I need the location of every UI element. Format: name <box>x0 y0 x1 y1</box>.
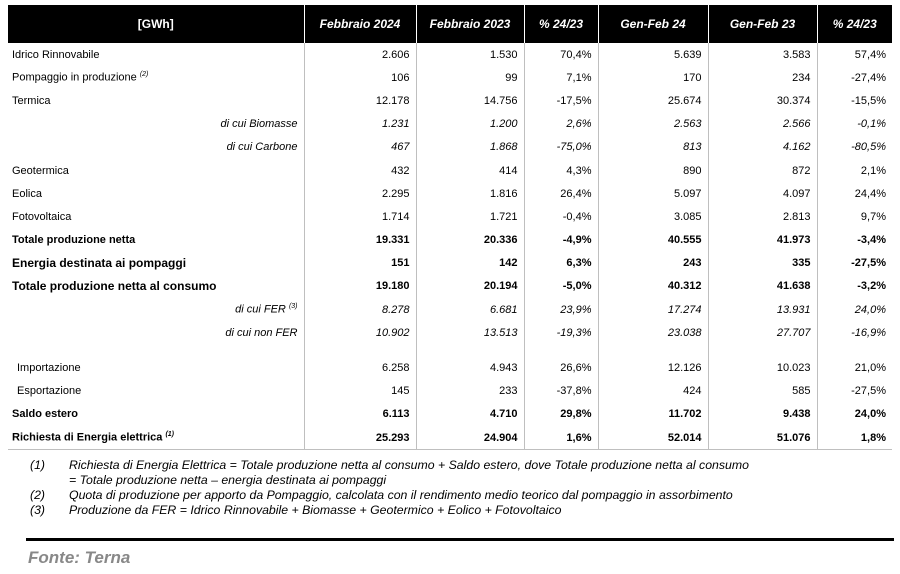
column-header: % 24/23 <box>817 5 892 43</box>
value-cell: 20.194 <box>416 275 524 298</box>
table-row <box>8 182 892 205</box>
value-cell: 1,6% <box>524 426 598 450</box>
row-label: di cui non FER <box>8 321 304 344</box>
value-cell: 3.085 <box>598 205 708 228</box>
value-cell: -16,9% <box>851 326 886 339</box>
row-label: Totale produzione netta <box>8 229 304 252</box>
table-row <box>8 275 892 298</box>
value-cell: 27.707 <box>708 321 817 344</box>
footnote-ref: (2) <box>139 71 149 79</box>
unit-header: [GWh] <box>8 5 304 43</box>
value-cell: 2.295 <box>304 182 416 205</box>
table-row <box>8 113 892 136</box>
value-cell: -27,5% <box>851 385 886 398</box>
table-row <box>8 252 892 275</box>
value-cell: 24,0% <box>854 408 886 421</box>
value-cell: 4.097 <box>708 182 817 205</box>
value-cell: 99 <box>416 66 524 89</box>
value-cell: 1,8% <box>817 426 892 450</box>
row-label: Termica <box>8 89 304 112</box>
table-row <box>8 403 892 426</box>
row-label: Esportazione <box>8 380 304 403</box>
value-cell: 57,4% <box>854 48 886 61</box>
value-cell: 10.023 <box>708 356 817 379</box>
value-cell: 233 <box>416 380 524 403</box>
column-header: Febbraio 2024 <box>304 5 416 43</box>
value-cell: 11.702 <box>598 403 708 426</box>
footnote <box>30 503 870 518</box>
column-header: % 24/23 <box>524 5 598 43</box>
value-cell: -80,5% <box>851 141 886 154</box>
value-cell: 106 <box>304 66 416 89</box>
value-cell: 24,0% <box>854 303 886 316</box>
footnotes <box>30 458 870 518</box>
value-cell: 4.943 <box>416 356 524 379</box>
table-row <box>8 321 892 344</box>
value-cell: 1.530 <box>416 43 524 66</box>
value-cell: 170 <box>598 66 708 89</box>
value-cell: 13.931 <box>708 298 817 321</box>
value-cell: 6,3% <box>524 252 598 275</box>
value-cell: 40.555 <box>598 229 708 252</box>
value-cell: 9.438 <box>708 403 817 426</box>
value-cell: 585 <box>708 380 817 403</box>
row-label: di cui Carbone <box>8 136 304 159</box>
footnote-ref: (1) <box>165 431 175 439</box>
value-cell: 142 <box>416 252 524 275</box>
row-label: Fotovoltaica <box>8 205 304 228</box>
table-row <box>8 426 892 450</box>
value-cell: 1.721 <box>416 205 524 228</box>
value-cell: 151 <box>304 252 416 275</box>
value-cell: 1.868 <box>416 136 524 159</box>
value-cell: 20.336 <box>416 229 524 252</box>
table-row <box>8 229 892 252</box>
footnote-number: (3) <box>30 503 46 517</box>
value-cell: 23.038 <box>598 321 708 344</box>
value-cell: 6.113 <box>304 403 416 426</box>
divider <box>26 538 894 541</box>
value-cell: 14.756 <box>416 89 524 112</box>
footnote-number: (2) <box>30 488 46 502</box>
table-row <box>8 66 892 89</box>
value-cell: 29,8% <box>524 403 598 426</box>
value-cell: 25.674 <box>598 89 708 112</box>
value-cell: 2.606 <box>304 43 416 66</box>
value-cell: 335 <box>708 252 817 275</box>
value-cell: 6.258 <box>304 356 416 379</box>
value-cell: 19.180 <box>304 275 416 298</box>
value-cell: 6.681 <box>416 298 524 321</box>
row-label: Geotermica <box>8 159 304 182</box>
value-cell: 414 <box>416 159 524 182</box>
value-cell: 1.816 <box>416 182 524 205</box>
table-row <box>8 356 892 379</box>
row-label: di cui Biomasse <box>8 113 304 136</box>
value-cell: -0,4% <box>524 205 598 228</box>
value-cell: 1.200 <box>416 113 524 136</box>
value-cell: 9,7% <box>860 210 886 223</box>
value-cell: 8.278 <box>304 298 416 321</box>
value-cell: -17,5% <box>524 89 598 112</box>
value-cell: -15,5% <box>851 94 886 107</box>
value-cell: 4.710 <box>416 403 524 426</box>
value-cell: 19.331 <box>304 229 416 252</box>
table-row <box>8 43 892 66</box>
value-cell: 872 <box>708 159 817 182</box>
row-label: Energia destinata ai pompaggi <box>8 252 304 275</box>
footnote-ref: (3) <box>288 303 298 311</box>
value-cell: -0,1% <box>857 118 886 131</box>
value-cell: 26,4% <box>524 182 598 205</box>
value-cell: 432 <box>304 159 416 182</box>
value-cell: 25.293 <box>304 426 416 450</box>
value-cell: -5,0% <box>524 275 598 298</box>
value-cell: 1.231 <box>304 113 416 136</box>
value-cell: 234 <box>708 66 817 89</box>
value-cell: 26,6% <box>524 356 598 379</box>
row-label: Totale produzione netta al consumo <box>8 275 304 298</box>
column-header: Febbraio 2023 <box>416 5 524 43</box>
value-cell: 10.902 <box>304 321 416 344</box>
footnote <box>30 488 870 503</box>
value-cell: 41.973 <box>708 229 817 252</box>
table-row <box>8 136 892 159</box>
table-row <box>8 298 892 321</box>
row-label: Importazione <box>8 356 304 379</box>
value-cell: 813 <box>598 136 708 159</box>
value-cell: 17.274 <box>598 298 708 321</box>
value-cell: 145 <box>304 380 416 403</box>
value-cell: 41.638 <box>708 275 817 298</box>
value-cell: 7,1% <box>524 66 598 89</box>
value-cell: 24,4% <box>854 187 886 200</box>
value-cell: 23,9% <box>524 298 598 321</box>
table-row <box>8 159 892 182</box>
value-cell: 2.813 <box>708 205 817 228</box>
value-cell: -75,0% <box>524 136 598 159</box>
value-cell: -4,9% <box>524 229 598 252</box>
value-cell: 12.178 <box>304 89 416 112</box>
value-cell: -37,8% <box>524 380 598 403</box>
value-cell: 2,1% <box>860 164 886 177</box>
value-cell: 52.014 <box>598 426 708 450</box>
value-cell: 30.374 <box>708 89 817 112</box>
value-cell: -27,5% <box>851 257 886 270</box>
footnote-text: Quota di produzione per apporto da Pompaggio, calcolata con il rendimento medio teorico dal pompaggio in assorbimento <box>69 488 733 502</box>
row-label: Idrico Rinnovabile <box>8 43 304 66</box>
value-cell: -3,2% <box>857 280 886 293</box>
value-cell: 467 <box>304 136 416 159</box>
value-cell: 243 <box>598 252 708 275</box>
footnote <box>30 458 870 488</box>
footnote-text: Produzione da FER = Idrico Rinnovabile + Biomasse + Geotermico + Eolico + Fotovoltaico <box>69 503 562 517</box>
value-cell: 2.566 <box>708 113 817 136</box>
row-label: Pompaggio in produzione $^{(2)}$ <box>8 66 304 89</box>
footnote-number: (1) <box>30 458 46 472</box>
column-header: Gen-Feb 24 <box>598 5 708 43</box>
row-label: Eolica <box>8 182 304 205</box>
table-spacer <box>8 344 892 356</box>
value-cell: 3.583 <box>708 43 817 66</box>
value-cell: 1.714 <box>304 205 416 228</box>
row-label: Richiesta di Energia elettrica $^{(1)}$ <box>8 426 304 450</box>
value-cell: 5.639 <box>598 43 708 66</box>
energy-table <box>8 5 892 450</box>
value-cell: 5.097 <box>598 182 708 205</box>
value-cell: 51.076 <box>708 426 817 450</box>
value-cell: 21,0% <box>854 362 886 375</box>
value-cell: 70,4% <box>524 43 598 66</box>
row-label: di cui FER $^{(3)}$ <box>8 298 304 321</box>
footnote-text: Richiesta di Energia Elettrica = Totale produzione netta al consumo + Saldo estero, dove Totale produzione netta al consumo = Totale produzione netta – energia destinata ai pompaggi <box>69 458 749 487</box>
value-cell: 4,3% <box>524 159 598 182</box>
value-cell: -3,4% <box>857 234 886 247</box>
table-row <box>8 89 892 112</box>
value-cell: -27,4% <box>851 71 886 84</box>
value-cell: 424 <box>598 380 708 403</box>
value-cell: 24.904 <box>416 426 524 450</box>
value-cell: 13.513 <box>416 321 524 344</box>
value-cell: 2,6% <box>524 113 598 136</box>
value-cell: 4.162 <box>708 136 817 159</box>
value-cell: 40.312 <box>598 275 708 298</box>
row-label: Saldo estero <box>8 403 304 426</box>
source-label: Fonte: Terna <box>28 548 131 567</box>
value-cell: -19,3% <box>524 321 598 344</box>
table-header <box>8 5 892 43</box>
table-row <box>8 380 892 403</box>
column-header: Gen-Feb 23 <box>708 5 817 43</box>
value-cell: 890 <box>598 159 708 182</box>
value-cell: 12.126 <box>598 356 708 379</box>
table-row <box>8 205 892 228</box>
value-cell: 2.563 <box>598 113 708 136</box>
